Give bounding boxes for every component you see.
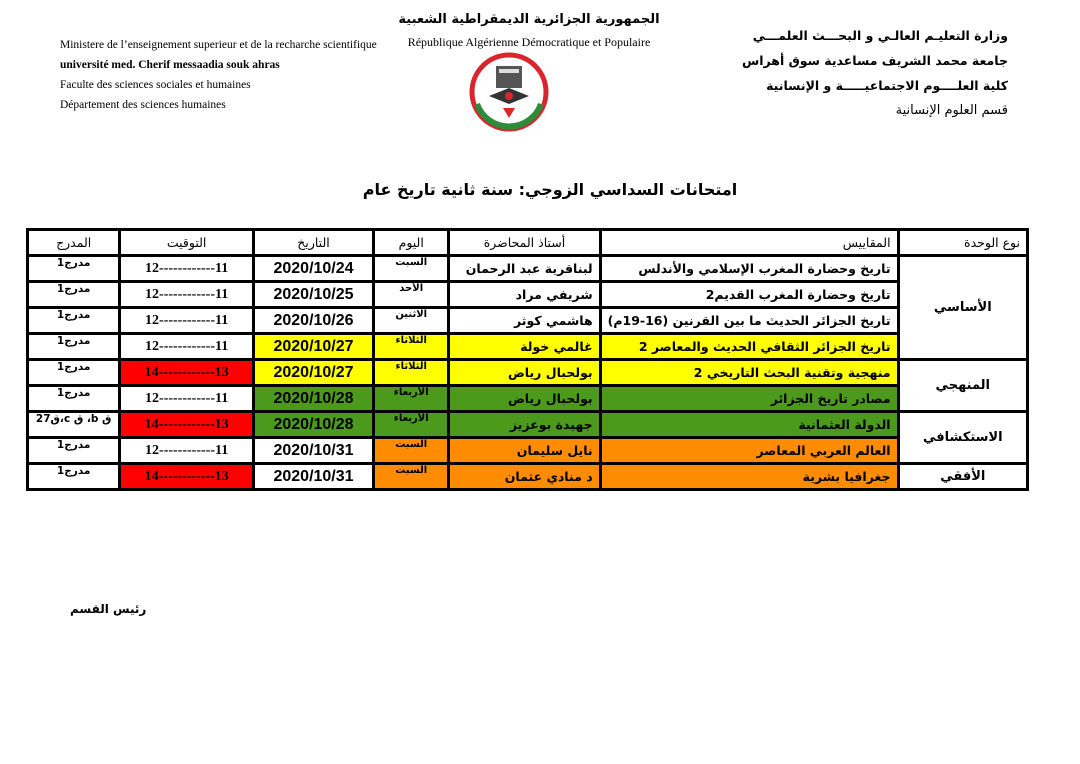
subject-cell: تاريخ وحضارة المغرب الإسلامي والأندلس: [600, 256, 898, 282]
table-row: [28, 386, 1028, 412]
time-cell: 14------------13: [120, 464, 254, 490]
header-unit-type: نوع الوحدة: [898, 230, 1027, 256]
header-time: التوقيت: [120, 230, 254, 256]
date-cell: 2020/10/27: [253, 334, 373, 360]
arabic-header-department: قسم العلوم الإنسانية: [895, 103, 1008, 118]
professor-cell: شريفي مراد: [449, 282, 600, 308]
republic-title-french: République Algérienne Démocratique et Populaire: [407, 35, 651, 49]
professor-cell: بولحبال رياض: [449, 386, 600, 412]
time-cell: 12------------11: [120, 256, 254, 282]
arabic-header-ministry: وزارة التعليـم العالـي و البحـــث العلمـــي: [752, 28, 1008, 43]
table-row: [28, 360, 1028, 386]
professor-cell: د منادي عثمان: [449, 464, 600, 490]
day-cell: الأحد: [374, 282, 449, 308]
table-row: [28, 334, 1028, 360]
day-cell: الثلاثاء: [374, 334, 449, 360]
subject-cell: الدولة العثمانية: [600, 412, 898, 438]
time-cell: 12------------11: [120, 282, 254, 308]
time-cell: 12------------11: [120, 334, 254, 360]
page-title: امتحانات السداسي الزوجي: سنة ثانية تاريخ عام: [362, 180, 738, 199]
department-head-signature-label: رئيس القسم: [70, 602, 147, 616]
subject-cell: تاريخ وحضارة المغرب القديم2: [600, 282, 898, 308]
table-row: [28, 308, 1028, 334]
hall-cell: ق b، ق c،ق27: [28, 412, 120, 438]
university-logo: [469, 52, 549, 132]
day-cell: الثلاثاء: [374, 360, 449, 386]
hall-cell: مدرج1: [28, 308, 120, 334]
time-cell: 12------------11: [120, 308, 254, 334]
time-cell: 14------------13: [120, 412, 254, 438]
table-row: [28, 464, 1028, 490]
subject-cell: تاريخ الجزائر الثقافي الحديث والمعاصر 2: [600, 334, 898, 360]
hall-cell: مدرج1: [28, 438, 120, 464]
french-header-faculty: Faculte des sciences sociales et humaines: [60, 79, 251, 91]
french-header-ministry: Ministere de l’enseignement superieur et de la recharche scientifique: [60, 39, 377, 51]
arabic-header-faculty: كلية العلــــوم الاجتماعيـــــة و الإنسانية: [766, 78, 1008, 93]
date-cell: 2020/10/31: [253, 438, 373, 464]
day-cell: السبت: [374, 464, 449, 490]
day-cell: الاثنين: [374, 308, 449, 334]
professor-cell: لبناقرية عبد الرحمان: [449, 256, 600, 282]
table-header-row: [28, 230, 1028, 256]
professor-cell: جهيدة بوعزيز: [449, 412, 600, 438]
day-cell: الأربعاء: [374, 386, 449, 412]
day-cell: السبت: [374, 438, 449, 464]
subject-cell: مصادر تاريخ الجزائر: [600, 386, 898, 412]
table-row: [28, 256, 1028, 282]
unit-type-cell: الأساسي: [898, 256, 1027, 360]
hall-cell: مدرج1: [28, 282, 120, 308]
time-cell: 14------------13: [120, 360, 254, 386]
subject-cell: العالم العربي المعاصر: [600, 438, 898, 464]
header-professor: أستاذ المحاضرة: [449, 230, 600, 256]
professor-cell: نايل سليمان: [449, 438, 600, 464]
date-cell: 2020/10/28: [253, 412, 373, 438]
header-hall: المدرج: [28, 230, 120, 256]
header-subject: المقاييس: [600, 230, 898, 256]
french-header-university: université med. Cherif messaadia souk ahras: [60, 59, 280, 71]
subject-cell: جغرافيا بشرية: [600, 464, 898, 490]
header-day: اليوم: [374, 230, 449, 256]
hall-cell: مدرج1: [28, 386, 120, 412]
republic-title-arabic: الجمهورية الجزائرية الديمقراطية الشعبية: [398, 12, 660, 27]
professor-cell: غالمي خولة: [449, 334, 600, 360]
date-cell: 2020/10/28: [253, 386, 373, 412]
unit-type-cell: المنهجي: [898, 360, 1027, 412]
professor-cell: بولحبال رياض: [449, 360, 600, 386]
date-cell: 2020/10/25: [253, 282, 373, 308]
date-cell: 2020/10/31: [253, 464, 373, 490]
subject-cell: تاريخ الجزائر الحديث ما بين القرنين (16-19م): [600, 308, 898, 334]
french-header-department: Département des sciences humaines: [60, 99, 226, 111]
unit-type-cell: الاستكشافي: [898, 412, 1027, 464]
date-cell: 2020/10/26: [253, 308, 373, 334]
arabic-header-university: جامعة محمد الشريف مساعدية سوق أهراس: [742, 53, 1008, 68]
table-row: [28, 412, 1028, 438]
date-cell: 2020/10/27: [253, 360, 373, 386]
hall-cell: مدرج1: [28, 360, 120, 386]
day-cell: الأربعاء: [374, 412, 449, 438]
table-row: [28, 438, 1028, 464]
time-cell: 12------------11: [120, 386, 254, 412]
exam-schedule-table: [26, 228, 1029, 491]
header-date: التاريخ: [253, 230, 373, 256]
hall-cell: مدرج1: [28, 464, 120, 490]
date-cell: 2020/10/24: [253, 256, 373, 282]
unit-type-cell: الأفقي: [898, 464, 1027, 490]
table-row: [28, 282, 1028, 308]
hall-cell: مدرج1: [28, 256, 120, 282]
professor-cell: هاشمي كوثر: [449, 308, 600, 334]
hall-cell: مدرج1: [28, 334, 120, 360]
subject-cell: منهجية وتقنية البحث التاريخي 2: [600, 360, 898, 386]
time-cell: 12------------11: [120, 438, 254, 464]
day-cell: السبت: [374, 256, 449, 282]
